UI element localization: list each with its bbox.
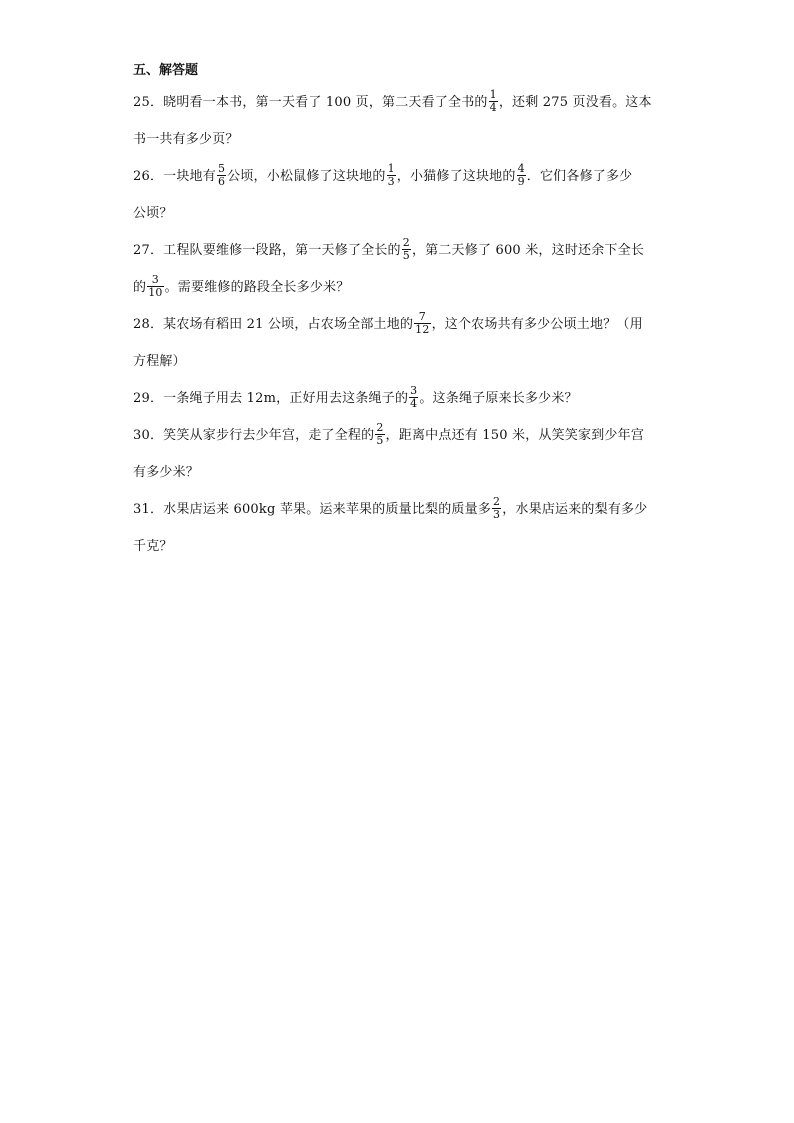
problem-text: 千克？ (133, 539, 173, 554)
problem-item (133, 417, 663, 491)
fraction-numerator: 2 (402, 236, 410, 249)
fraction (492, 496, 501, 521)
fraction-numerator: 4 (517, 162, 525, 175)
problem-text: 26．一块地有 (133, 169, 216, 184)
fraction (217, 163, 226, 188)
problem-item (133, 380, 663, 417)
problem-line (133, 528, 663, 565)
problem-text: 。需要维修的路段全长多少米？ (164, 280, 350, 295)
fraction (409, 385, 418, 410)
problem-text: ，小猫修了这块地的 (396, 169, 516, 184)
problem-line (133, 491, 663, 528)
problem-line (133, 454, 663, 491)
fraction (375, 422, 384, 447)
fraction-denominator: 5 (376, 434, 384, 447)
problem-line (133, 158, 663, 195)
problem-item (133, 232, 663, 306)
problem-item (133, 306, 663, 380)
fraction-denominator: 10 (148, 286, 163, 299)
problem-text: ，还剩 275 页没看。这本 (498, 95, 652, 110)
problem-line (133, 417, 663, 454)
problem-text: 30．笑笑从家步行去少年宫，走了全程的 (133, 428, 375, 443)
problem-line (133, 380, 663, 417)
problem-text: 25．晓明看一本书，第一天看了 100 页，第二天看了全书的 (133, 95, 488, 110)
problem-text: 方程解） (133, 354, 186, 369)
fraction-numerator: 7 (418, 310, 426, 323)
problem-line (133, 306, 663, 343)
problem-text: 27．工程队要维修一段路，第一天修了全长的 (133, 243, 401, 258)
problem-text: 公顷？ (133, 206, 173, 221)
problem-line (133, 232, 663, 269)
fraction-numerator: 2 (376, 421, 384, 434)
fraction-denominator: 12 (415, 323, 430, 336)
problem-line (133, 343, 663, 380)
fraction-denominator: 4 (410, 397, 418, 410)
problem-text: ．它们各修了多少 (526, 169, 633, 184)
fraction-numerator: 5 (217, 162, 226, 175)
fraction (387, 163, 396, 188)
fraction-denominator: 5 (402, 249, 410, 262)
problem-text: 有多少米？ (133, 465, 200, 480)
problem-text: ，第二天修了 600 米，这时还余下全长 (411, 243, 645, 258)
problem-text: 29．一条绳子用去 12m，正好用去这条绳子的 (133, 391, 409, 406)
problem-item (133, 84, 663, 158)
problem-item (133, 491, 663, 565)
problem-item (133, 158, 663, 232)
problem-text: 31．水果店运来 600kg 苹果。运来苹果的质量比梨的质量多 (133, 502, 492, 517)
fraction (517, 163, 526, 188)
section-title: 五、解答题 (133, 63, 199, 78)
fraction-denominator: 6 (217, 175, 226, 188)
problem-text: 。这条绳子原来长多少米？ (419, 391, 578, 406)
problem-line (133, 195, 663, 232)
problem-line (133, 84, 663, 121)
problem-line (133, 269, 663, 306)
problem-text: 的 (133, 280, 147, 295)
problem-text: ，这个农场共有多少公顷土地？（用 (431, 317, 643, 332)
fraction (489, 89, 498, 114)
fraction-denominator: 9 (517, 175, 525, 188)
fraction-denominator: 3 (493, 508, 501, 521)
fraction (414, 311, 430, 336)
fraction (147, 274, 163, 299)
problem-text: 书一共有多少页？ (133, 132, 239, 147)
fraction-numerator: 3 (151, 273, 159, 286)
fraction-denominator: 4 (489, 101, 497, 114)
problem-text: ，水果店运来的梨有多少 (502, 502, 648, 517)
problem-text: 公顷，小松鼠修了这块地的 (227, 169, 386, 184)
problem-line (133, 121, 663, 158)
problem-text: ，距离中点还有 150 米，从笑笑家到少年宫 (385, 428, 645, 443)
fraction-numerator: 1 (387, 162, 395, 175)
fraction-numerator: 3 (410, 384, 418, 397)
problem-text: 28．某农场有稻田 21 公顷，占农场全部土地的 (133, 317, 414, 332)
fraction-denominator: 3 (387, 175, 395, 188)
fraction (402, 237, 411, 262)
question-section (133, 58, 663, 565)
fraction-numerator: 2 (493, 495, 501, 508)
fraction-numerator: 1 (489, 88, 497, 101)
problem-list (133, 84, 663, 565)
